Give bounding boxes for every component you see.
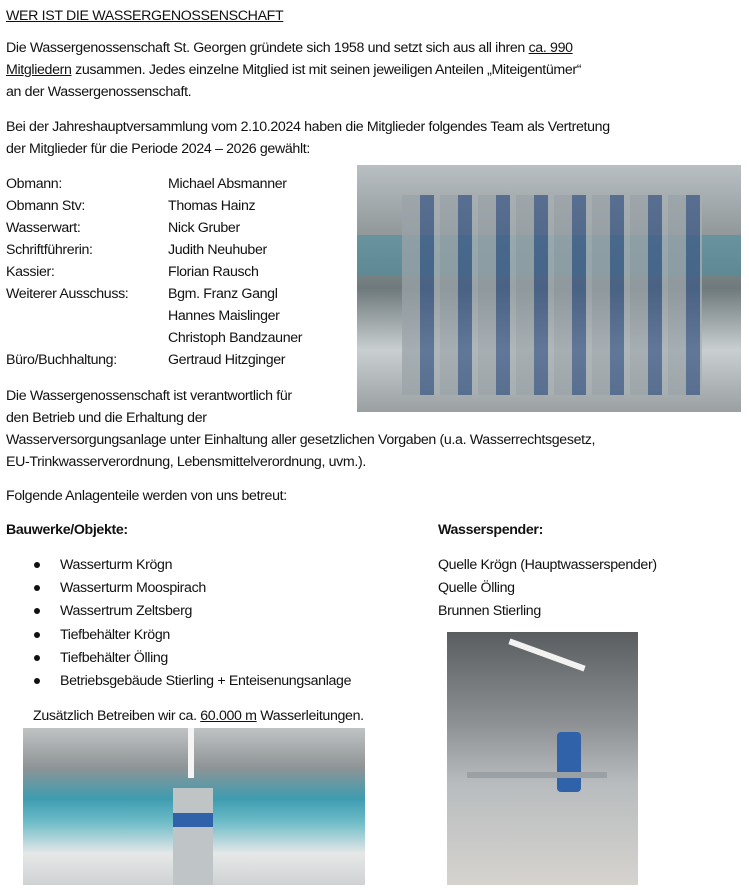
facilities-intro: Folgende Anlagenteile werden von uns betreut: [6,488,287,504]
intro-text: zusammen. Jedes einzelne Mitglied ist mit seinen jeweiligen Anteilen „Miteigentümer“ [71,62,582,78]
team-role: Obmann Stv: [6,198,85,214]
bullet-icon [34,585,40,591]
responsibility-line: den Betrieb und die Erhaltung der [6,410,207,426]
source-item: Brunnen Stierling [438,603,541,619]
team-member-name: Nick Gruber [168,220,240,236]
building-item: Wasserturm Krögn [60,557,173,573]
source-item: Quelle Ölling [438,580,515,596]
team-member-name: Florian Rausch [168,264,259,280]
building-item: Wassertrum Zeltsberg [60,603,193,620]
team-role: Weiterer Ausschuss: [6,286,129,302]
sources-heading: Wasserspender: [438,522,543,538]
building-item: Wasserturm Moospirach [60,580,206,597]
responsibility-line: EU-Trinkwasserverordnung, Lebensmittelverordnung, uvm.). [6,454,366,470]
reservoir-photo [23,728,365,885]
election-line: Bei der Jahreshauptversammlung vom 2.10.2024 haben die Mitglieder folgendes Team als Vertretung [6,119,610,135]
bullet-icon [34,608,40,614]
team-role: Obmann: [6,176,62,192]
member-count: ca. 990 [528,40,573,56]
responsibility-line: Wasserversorgungsanlage unter Einhaltung aller gesetzlichen Vorgaben (u.a. Wasserrechtsgesetz, [6,432,596,448]
bullet-icon [34,678,40,684]
team-role: Schriftführerin: [6,242,93,258]
members-word: Mitgliedern [6,62,72,78]
pipes-text: Wasserleitungen. [256,708,364,724]
intro-text: Die Wassergenossenschaft St. Georgen gründete sich 1958 und setzt sich aus all ihren [6,40,529,56]
team-photo [357,165,741,412]
bullet-icon [34,655,40,661]
intro-line: an der Wassergenossenschaft. [6,84,192,100]
team-member-name: Bgm. Franz Gangl [168,286,278,302]
responsibility-line: Die Wassergenossenschaft ist verantwortlich für [6,388,292,404]
team-role: Wasserwart: [6,220,81,236]
team-member-name: Thomas Hainz [168,198,256,214]
page-title: WER IST DIE WASSERGENOSSENSCHAFT [6,8,284,24]
pipes-text: Zusätzlich Betreiben wir ca. [33,708,201,724]
intro-line [6,38,573,58]
election-line: der Mitglieder für die Periode 2024 – 2026 gewählt: [6,141,310,157]
building-photo [447,632,638,885]
intro-line [6,60,581,80]
team-member-name: Hannes Maislinger [168,308,280,324]
team-member-name: Gertraud Hitzginger [168,352,286,368]
building-item: Betriebsgebäude Stierling + Enteisenungsanlage [60,673,352,689]
team-member-name: Michael Absmanner [168,176,287,192]
pipes-length: 60.000 m [200,708,257,724]
pipes-line [33,706,364,726]
buildings-heading: Bauwerke/Objekte: [6,522,128,538]
source-item: Quelle Krögn (Hauptwasserspender) [438,557,657,573]
bullet-icon [34,632,40,638]
building-item: Tiefbehälter Ölling [60,649,168,666]
bullet-icon [34,562,40,568]
team-role: Kassier: [6,264,55,280]
team-role: Büro/Buchhaltung: [6,352,117,368]
building-item: Tiefbehälter Krögn [60,626,170,643]
team-member-name: Judith Neuhuber [168,242,267,258]
team-member-name: Christoph Bandzauner [168,330,303,346]
